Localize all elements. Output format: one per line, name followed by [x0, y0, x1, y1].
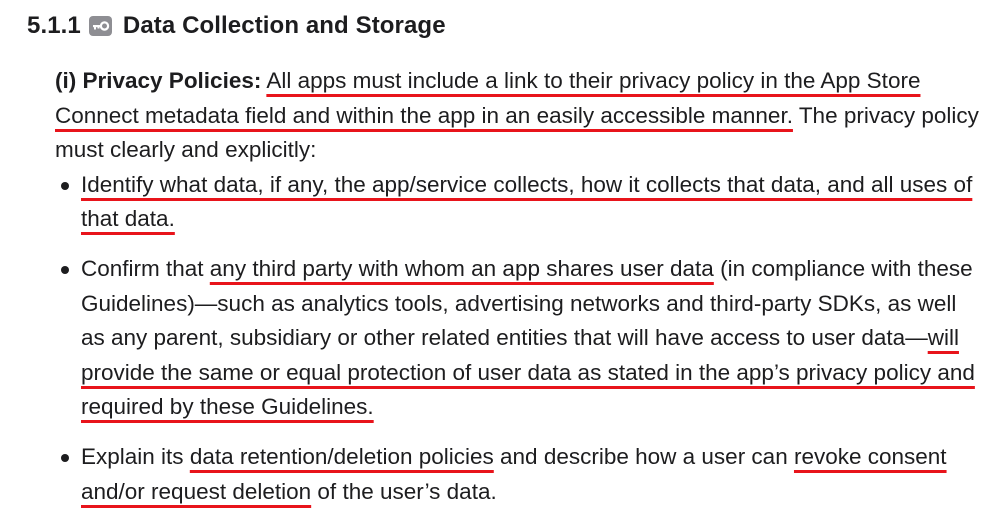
underlined-text: Identify what data, if any, the app/service collects, how it collects that data, and all uses of that data. [81, 171, 973, 232]
underlined-text: data retention/deletion policies [189, 443, 494, 469]
plain-text: (in compliance with these Guidelines)—such as analytics tools, advertising networks and third-party SDKs, as well as any parent, subsidiary or other related entities that will have access to user data— [81, 255, 973, 351]
underlined-requirement: All apps must include a link to their privacy policy in the App Store Connect metadata field and within the app in an easily accessible manner. [55, 68, 921, 128]
plain-text: Explain its [81, 443, 190, 469]
underlined-text: will provide the same or equal protection of user data as stated in the app’s privacy policy and required by these Guidelines. [81, 325, 975, 420]
privacy-policies-label: (i) Privacy Policies: [55, 68, 262, 93]
underlined-text: revoke consent and/or request deletion [81, 443, 947, 504]
section-title: Data Collection and Storage [122, 12, 446, 39]
list-item [55, 440, 985, 509]
underlined-text: any third party with whom an app shares user data [209, 255, 714, 281]
key-icon [89, 16, 112, 36]
plain-text: of the user’s data. [311, 478, 497, 504]
plain-text: Confirm that [81, 255, 210, 281]
section-number: 5.1.1 [27, 12, 81, 39]
requirements-list [55, 168, 985, 509]
guideline-body [55, 64, 985, 509]
intro-paragraph [55, 64, 985, 168]
section-heading [27, 10, 446, 42]
list-item [55, 168, 985, 237]
plain-text: and describe how a user can [493, 443, 794, 469]
list-item [55, 252, 985, 425]
intro-lead: The privacy policy must clearly and explicitly: [55, 102, 979, 163]
